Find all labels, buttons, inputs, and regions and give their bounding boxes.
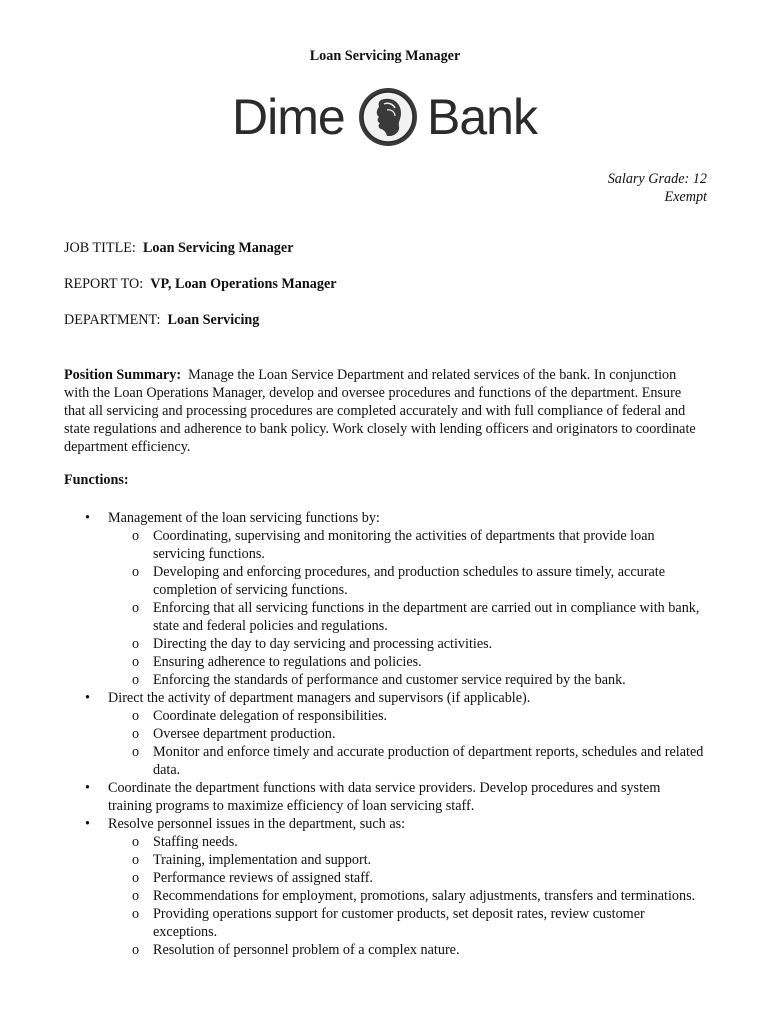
function-subitem xyxy=(64,599,704,635)
function-subitem xyxy=(64,725,704,743)
department-value: Loan Servicing xyxy=(167,312,260,328)
salary-block xyxy=(608,170,707,206)
function-subitem-text: Performance reviews of assigned staff. xyxy=(153,870,373,886)
function-subitem xyxy=(64,851,704,869)
function-subitem xyxy=(64,887,704,905)
function-subitem xyxy=(64,869,704,887)
sub-bullet-icon: o xyxy=(132,528,140,544)
sub-bullet-icon: o xyxy=(132,888,140,904)
function-subitem xyxy=(64,743,704,779)
sub-bullet-icon: o xyxy=(132,600,140,616)
function-item xyxy=(64,689,704,707)
bullet-icon: • xyxy=(85,816,90,832)
function-subitem-text: Developing and enforcing procedures, and production schedules to assure timely, accurate completion of servicing functions. xyxy=(153,564,666,598)
bullet-icon: • xyxy=(85,780,90,796)
logo-word-dime: Dime xyxy=(232,89,345,145)
liberty-head-coin-icon xyxy=(357,86,419,148)
function-subitem-text: Training, implementation and support. xyxy=(153,852,372,868)
function-item xyxy=(64,509,704,527)
function-subitem xyxy=(64,941,704,959)
job-title-value: Loan Servicing Manager xyxy=(142,240,294,256)
function-subitem-text: Providing operations support for customer products, set deposit rates, review customer exceptions. xyxy=(153,906,645,940)
department-label: DEPARTMENT: xyxy=(64,312,161,328)
job-title-row xyxy=(64,240,294,257)
function-subitem xyxy=(64,653,704,671)
function-subitem-text: Enforcing that all servicing functions in the department are carried out in compliance with bank, state and federal policies and regulations. xyxy=(153,600,700,634)
sub-bullet-icon: o xyxy=(132,672,140,688)
sub-bullet-icon: o xyxy=(132,906,140,922)
function-item xyxy=(64,815,704,833)
report-to-value: VP, Loan Operations Manager xyxy=(150,276,337,292)
function-subitem-text: Ensuring adherence to regulations and policies. xyxy=(153,654,422,670)
sub-bullet-icon: o xyxy=(132,726,140,742)
exempt-status: Exempt xyxy=(664,189,707,205)
function-subitem xyxy=(64,635,704,653)
function-subitem xyxy=(64,707,704,725)
function-item-text: Management of the loan servicing functions by: xyxy=(108,510,380,526)
function-subitem-text: Monitor and enforce timely and accurate production of department reports, schedules and related data. xyxy=(153,744,704,778)
function-subitem-text: Directing the day to day servicing and processing activities. xyxy=(153,636,493,652)
functions-list xyxy=(64,509,704,959)
sub-bullet-icon: o xyxy=(132,564,140,580)
function-subitem-text: Resolution of personnel problem of a complex nature. xyxy=(153,942,460,958)
sub-bullet-icon: o xyxy=(132,636,140,652)
sub-bullet-icon: o xyxy=(132,708,140,724)
sub-bullet-icon: o xyxy=(132,870,140,886)
function-item-text: Coordinate the department functions with data service providers. Develop procedures and system training programs to maximize efficiency of loan servicing staff. xyxy=(108,780,661,814)
function-subitem xyxy=(64,671,704,689)
sub-bullet-icon: o xyxy=(132,654,140,670)
document-title: Loan Servicing Manager xyxy=(309,48,461,64)
function-subitem xyxy=(64,833,704,851)
salary-grade: Salary Grade: 12 xyxy=(607,171,707,187)
position-summary-text: Manage the Loan Service Department and related services of the bank. In conjunction with the Loan Operations Manager, develop and oversee procedures and functions of the department. Ensure that all servicing and processing procedures are completed accurately and with full compliance of federal and state regulations and adherence to bank policy. Work closely with lending officers and originators to coordinate department efficiency. xyxy=(64,367,696,455)
bullet-icon: • xyxy=(85,690,90,706)
report-to-label: REPORT TO: xyxy=(64,276,144,292)
logo-word-bank: Bank xyxy=(427,89,537,145)
sub-bullet-icon: o xyxy=(132,834,140,850)
function-subitem-text: Oversee department production. xyxy=(153,726,336,742)
function-subitem xyxy=(64,527,704,563)
function-subitem-text: Staffing needs. xyxy=(153,834,238,850)
bullet-icon: • xyxy=(85,510,90,526)
function-subitem xyxy=(64,905,704,941)
function-item-text: Direct the activity of department managers and supervisors (if applicable). xyxy=(108,690,531,706)
function-subitem-text: Recommendations for employment, promotions, salary adjustments, transfers and terminations. xyxy=(153,888,696,904)
function-subitem-text: Coordinate delegation of responsibilities. xyxy=(153,708,388,724)
function-item-text: Resolve personnel issues in the department, such as: xyxy=(108,816,406,832)
report-to-row xyxy=(64,276,337,293)
function-subitem-text: Coordinating, supervising and monitoring the activities of departments that provide loan servicing functions. xyxy=(153,528,655,562)
position-summary-label: Position Summary: xyxy=(64,367,182,383)
sub-bullet-icon: o xyxy=(132,744,140,760)
function-subitem xyxy=(64,563,704,599)
position-summary xyxy=(64,366,704,456)
sub-bullet-icon: o xyxy=(132,852,140,868)
job-title-label: JOB TITLE: xyxy=(64,240,136,256)
function-subitem-text: Enforcing the standards of performance and customer service required by the bank. xyxy=(153,672,626,688)
dime-bank-logo xyxy=(232,84,542,154)
sub-bullet-icon: o xyxy=(132,942,140,958)
functions-heading: Functions: xyxy=(64,472,129,488)
function-item xyxy=(64,779,704,815)
department-row xyxy=(64,312,259,329)
